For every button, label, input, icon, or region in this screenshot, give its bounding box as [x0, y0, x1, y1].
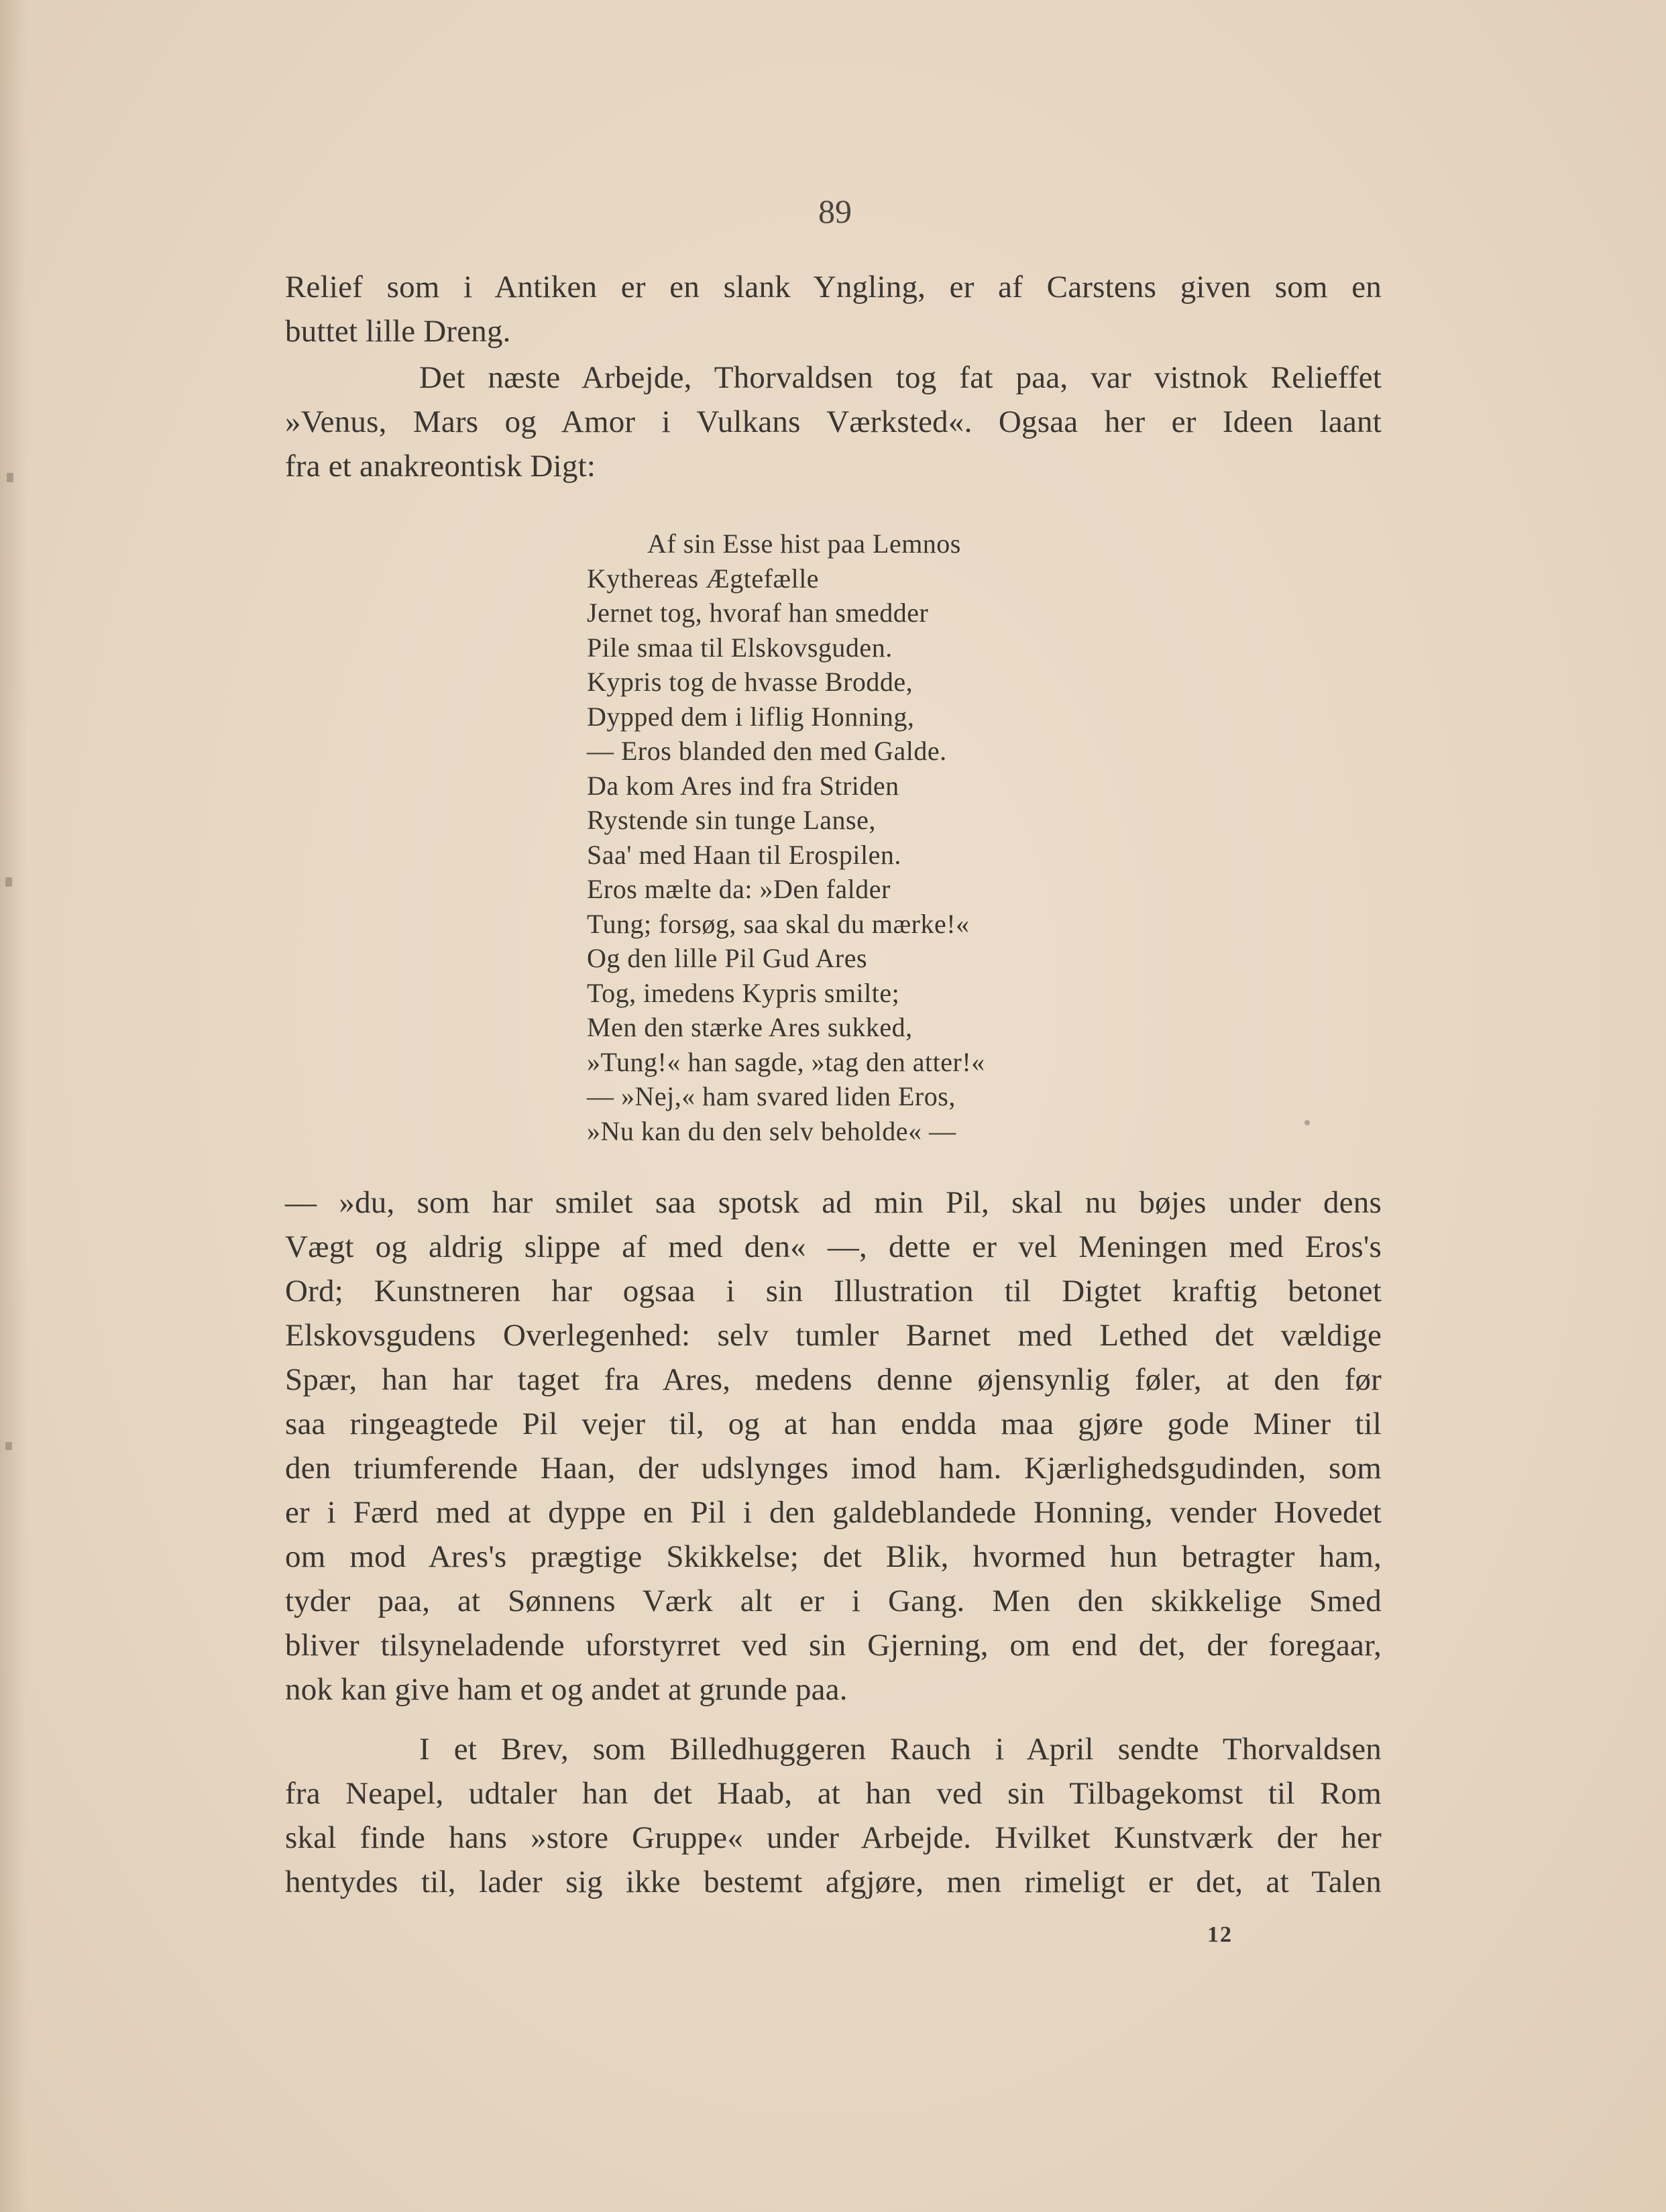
text-line: »Venus, Mars og Amor i Vulkans Værksted«. Ogsaa her er Ideen laant: [285, 404, 1382, 439]
paper-speck: [5, 877, 12, 887]
text-line: den triumferende Haan, der udslynges imod ham. Kjærlighedsgudinden, som: [285, 1451, 1382, 1486]
poem-line: Tog, imedens Kypris smilte;: [587, 977, 900, 1008]
paper-speck: [5, 1442, 12, 1450]
poem-line: Dypped dem i liflig Honning,: [587, 701, 915, 732]
text-line: I et Brev, som Billedhuggeren Rauch i April sendte Thorvaldsen: [419, 1732, 1382, 1767]
text-line: hentydes til, lader sig ikke bestemt afgjøre, men rimeligt er det, at Talen: [285, 1865, 1382, 1899]
page-number: 89: [818, 192, 852, 230]
text-line: Vægt og aldrig slippe af med den« —, dette er vel Meningen med Eros's: [285, 1229, 1382, 1264]
poem-line: — Eros blanded den med Galde.: [587, 736, 947, 766]
paper-speck: [7, 473, 13, 482]
paragraph-4: [285, 1727, 1382, 1904]
text-line: er i Færd med at dyppe en Pil i den galdeblandede Honning, vender Hovedet: [285, 1495, 1382, 1530]
text-line: tyder paa, at Sønnens Værk alt er i Gang. Men den skikkelige Smed: [285, 1584, 1382, 1618]
text-line: Ord; Kunstneren har ogsaa i sin Illustration til Digtet kraftig betonet: [285, 1274, 1382, 1309]
text-line: saa ringeagtede Pil vejer til, og at han endda maa gjøre gode Miner til: [285, 1406, 1382, 1441]
poem-line: Pile smaa til Elskovsguden.: [587, 632, 893, 663]
text-line: Relief som i Antiken er en slank Yngling, er af Carstens given som en: [285, 270, 1382, 305]
text-line: Elskovsgudens Overlegenhed: selv tumler Barnet med Lethed det vældige: [285, 1318, 1382, 1353]
poem-line: Jernet tog, hvoraf han smedder: [587, 598, 929, 628]
poem-line: »Tung!« han sagde, »tag den atter!«: [587, 1046, 985, 1077]
poem-quotation: [587, 527, 985, 1148]
poem-line: Kythereas Ægtefælle: [587, 563, 820, 594]
page-edge-shadow: [0, 0, 27, 2212]
paper-speck: [1304, 1120, 1310, 1125]
text-line: buttet lille Dreng.: [285, 314, 511, 349]
poem-line: Da kom Ares ind fra Striden: [587, 770, 899, 801]
text-line: Spær, han har taget fra Ares, medens denne øjensynlig føler, at den før: [285, 1362, 1382, 1397]
paragraph-2: [285, 355, 1382, 488]
poem-line: Eros mælte da: »Den falder: [587, 874, 891, 904]
text-line: fra Neapel, udtaler han det Haab, at han ved sin Tilbagekomst til Rom: [285, 1776, 1382, 1811]
poem-line: — »Nej,« ham svared liden Eros,: [587, 1081, 956, 1111]
poem-line: Og den lille Pil Gud Ares: [587, 943, 868, 973]
paragraph-1: [285, 265, 1382, 353]
text-line: om mod Ares's prægtige Skikkelse; det Blik, hvormed hun betragter ham,: [285, 1539, 1382, 1574]
poem-line: Saa' med Haan til Erospilen.: [587, 839, 901, 870]
poem-line: »Nu kan du den selv beholde« —: [587, 1115, 956, 1146]
text-line: nok kan give ham et og andet at grunde paa.: [285, 1672, 848, 1707]
poem-line: Tung; forsøg, saa skal du mærke!«: [587, 908, 970, 939]
poem-line: Rystende sin tunge Lanse,: [587, 805, 876, 835]
text-line: — »du, som har smilet saa spotsk ad min Pil, skal nu bøjes under dens: [285, 1185, 1382, 1220]
text-line: bliver tilsyneladende uforstyrret ved sin Gjerning, om end det, der foregaar,: [285, 1628, 1382, 1663]
poem-line: Kypris tog de hvasse Brodde,: [587, 667, 913, 697]
paragraph-3: [285, 1180, 1382, 1712]
signature-mark: 12: [1207, 1922, 1233, 1947]
text-line: Det næste Arbejde, Thorvaldsen tog fat paa, var vistnok Relieffet: [419, 360, 1382, 395]
poem-line: Men den stærke Ares sukked,: [587, 1012, 913, 1042]
poem-line: Af sin Esse hist paa Lemnos: [647, 529, 961, 559]
text-line: skal finde hans »store Gruppe« under Arbejde. Hvilket Kunstværk der her: [285, 1820, 1382, 1855]
text-line: fra et anakreontisk Digt:: [285, 449, 596, 484]
